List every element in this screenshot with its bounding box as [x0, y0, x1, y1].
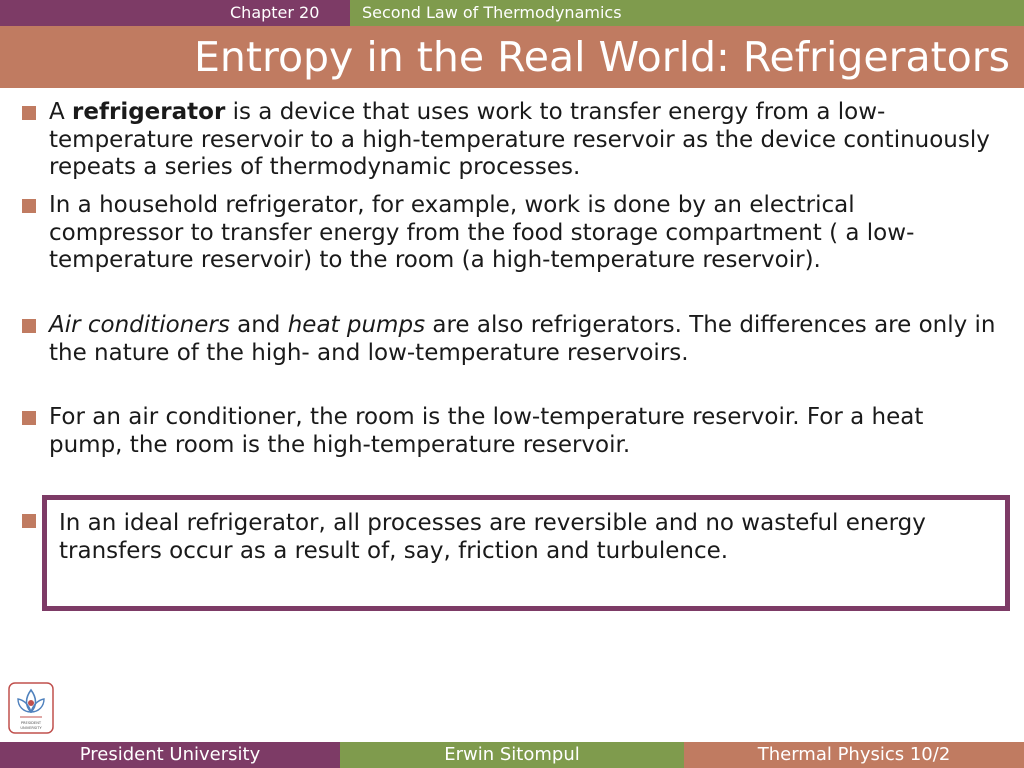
bullet-body: For an air conditioner, the room is the low-temperature reservoir. For a heat pump, the room is the high-temperature reservoir. — [49, 404, 924, 458]
bullet-marker — [22, 411, 36, 425]
bullet-keyword: refrigerator — [72, 99, 226, 125]
top-bar — [0, 0, 1024, 26]
president-university-logo-icon — [8, 682, 54, 734]
bullet-marker — [22, 106, 36, 120]
footer-author: Erwin Sitompul — [340, 742, 684, 768]
bullet-connector: and — [229, 312, 288, 338]
bullet-italic-term: Air conditioners — [49, 312, 230, 338]
logo-wordmark: PRESIDENT — [20, 721, 42, 725]
bullet-body: In a household refrigerator, for example, work is done by an electrical compressor to transfer energy from the food storage compartment ( a low-temperature reservoir) to the room (a high-temperature reservoir). — [49, 192, 915, 273]
footer-bar — [0, 742, 1024, 768]
bullet-text — [49, 312, 1017, 367]
bullet-text — [49, 192, 994, 275]
bullet-text — [49, 404, 994, 459]
bullet-marker — [22, 199, 36, 213]
bullet-marker — [22, 319, 36, 333]
bullet-marker — [22, 514, 36, 528]
callout-text: In an ideal refrigerator, all processes are reversible and no wasteful energy transfers occur as a result of, say, friction and turbulence. — [59, 510, 926, 564]
slide-title: Entropy in the Real World: Refrigerators — [194, 33, 1010, 81]
bullet-text — [49, 99, 994, 182]
bullet-italic-term: heat pumps — [287, 312, 426, 338]
logo-wordmark: UNIVERSITY — [20, 726, 42, 730]
bullet-rest: are also refrigerators. The differences are only in the nature of the high- and low-temperature reservoirs. — [49, 312, 996, 366]
chapter-label: Chapter 20 — [222, 0, 350, 26]
footer-institution: President University — [0, 742, 340, 768]
title-bar — [0, 26, 1024, 88]
section-label: Second Law of Thermodynamics — [350, 0, 1024, 26]
footer-course-page: Thermal Physics 10/2 — [684, 742, 1024, 768]
bullet-rest: is a device that uses work to transfer energy from a low-temperature reservoir to a high-temperature reservoir as the device continuously repeats a series of thermodynamic processes. — [49, 99, 990, 180]
bullet-prefix: A — [49, 99, 73, 125]
top-bar-left-strip — [0, 0, 222, 26]
callout-box — [42, 495, 1010, 611]
university-logo — [8, 682, 54, 734]
